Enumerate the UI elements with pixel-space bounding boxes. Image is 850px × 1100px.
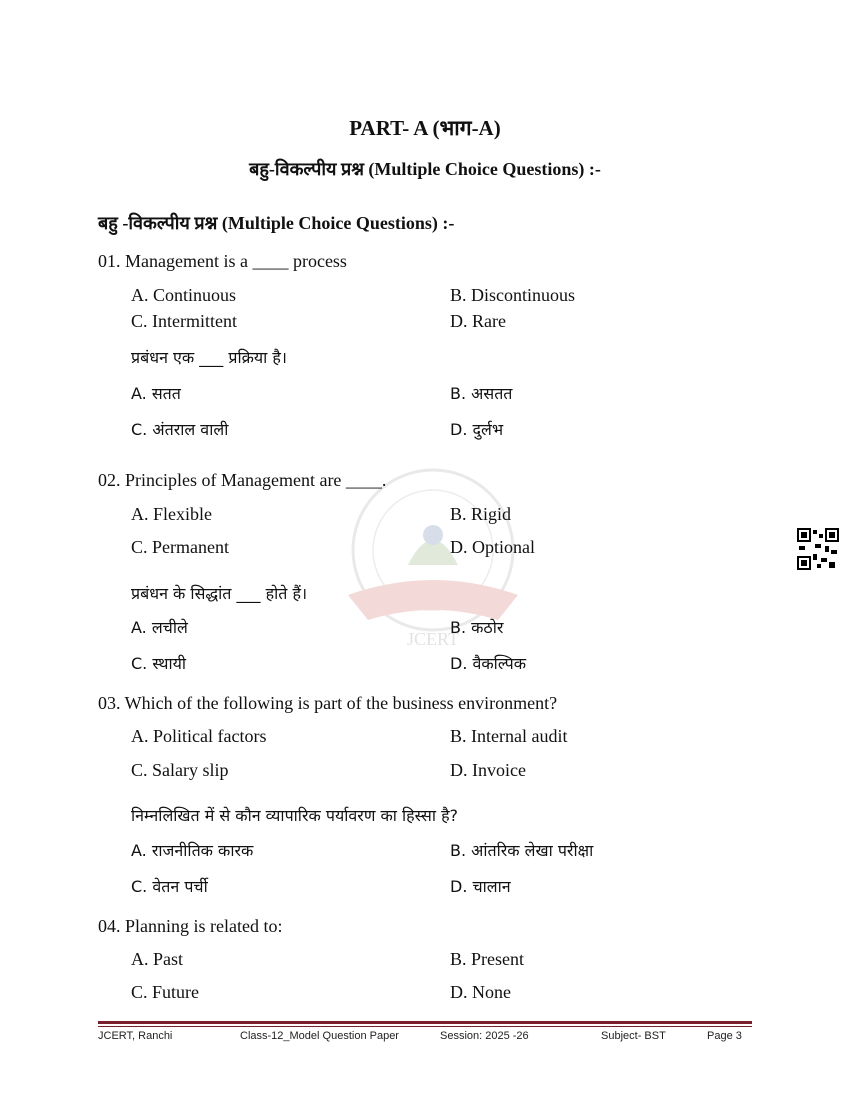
q1-option-d: D. Rare — [450, 311, 506, 331]
q3-hindi-option-d: D. चालान — [450, 877, 511, 896]
q4-option-d: D. None — [450, 982, 511, 1002]
q4-option-c: C. Future — [131, 982, 200, 1002]
q2-hindi-option-d: D. वैकल्पिक — [450, 654, 527, 673]
q2-option-d: D. Optional — [450, 537, 535, 557]
q1-option-c: C. Intermittent — [131, 311, 237, 331]
question-1-text: 01. Management is a ____ process — [98, 251, 347, 271]
q3-option-d: D. Invoice — [450, 760, 526, 780]
page-title: PART- A (भाग-A) — [349, 116, 501, 140]
q4-option-a: A. Past — [131, 949, 184, 969]
q2-option-b: B. Rigid — [450, 504, 512, 524]
q2-hindi-option-a: A. लचीले — [131, 618, 188, 637]
q1-hindi-option-a: A. सतत — [131, 384, 181, 403]
q2-option-c: C. Permanent — [131, 537, 229, 557]
footer-subject: Subject- BST — [601, 1030, 666, 1042]
qr-code-icon[interactable] — [797, 528, 839, 570]
q2-option-a: A. Flexible — [131, 504, 212, 524]
section-heading: बहु -विकल्पीय प्रश्न (Multiple Choice Questions) :- — [98, 213, 455, 233]
q1-option-a: A. Continuous — [131, 285, 237, 305]
q1-hindi-option-c: C. अंतराल वाली — [131, 420, 229, 439]
watermark-text: JCERT — [407, 629, 459, 649]
footer-divider-thin — [98, 1026, 752, 1027]
q1-option-b: B. Discontinuous — [450, 285, 576, 305]
q3-option-a: A. Political factors — [131, 726, 267, 746]
q2-hindi-option-c: C. स्थायी — [131, 654, 187, 673]
q3-hindi-option-b: B. आंतरिक लेखा परीक्षा — [450, 841, 594, 860]
question-2-text: 02. Principles of Management are ____. — [98, 470, 387, 490]
q1-hindi-option-b: B. असतत — [450, 384, 513, 403]
footer-doc: Class-12_Model Question Paper — [240, 1030, 399, 1042]
footer-session: Session: 2025 -26 — [440, 1030, 529, 1042]
q3-hindi-text: निम्नलिखित में से कौन व्यापारिक पर्यावरण का हिस्सा है? — [131, 806, 459, 825]
q2-hindi-text: प्रबंधन के सिद्धांत ___ होते हैं। — [131, 584, 308, 603]
q3-option-b: B. Internal audit — [450, 726, 568, 746]
footer-org: JCERT, Ranchi — [98, 1030, 173, 1042]
q2-hindi-option-b: B. कठोर — [450, 618, 504, 637]
footer-divider — [98, 1021, 752, 1024]
q4-option-b: B. Present — [450, 949, 524, 969]
question-3-text: 03. Which of the following is part of the business environment? — [98, 693, 558, 713]
q3-option-c: C. Salary slip — [131, 760, 229, 780]
q1-hindi-text: प्रबंधन एक ___ प्रक्रिया है। — [131, 348, 287, 367]
question-4-text: 04. Planning is related to: — [98, 916, 283, 936]
q1-hindi-option-d: D. दुर्लभ — [450, 420, 504, 439]
footer-page-number: Page 3 — [707, 1030, 742, 1042]
q3-hindi-option-c: C. वेतन पर्ची — [131, 877, 208, 896]
section-subtitle: बहु-विकल्पीय प्रश्न (Multiple Choice Questions) :- — [249, 159, 601, 179]
q3-hindi-option-a: A. राजनीतिक कारक — [131, 841, 254, 860]
